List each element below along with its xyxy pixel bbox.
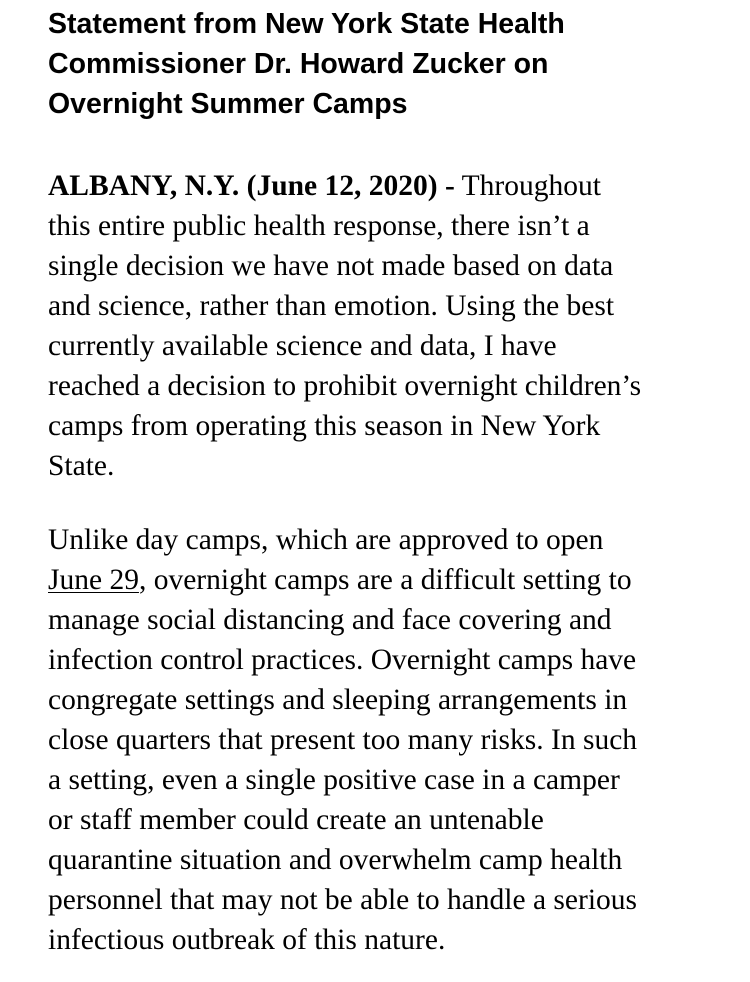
paragraph-text: Throughout xyxy=(454,170,601,202)
title-line: Statement from New York State Health xyxy=(48,8,565,40)
statement-title xyxy=(48,4,728,124)
paragraph-line: a setting, even a single positive case in a camper xyxy=(48,764,620,796)
paragraph-line: camps from operating this season in New York xyxy=(48,410,601,442)
paragraph-line: reached a decision to prohibit overnight children’s xyxy=(48,370,642,402)
paragraph-line: close quarters that present too many risks. In such xyxy=(48,724,638,756)
paragraph-line: currently available science and data, I have xyxy=(48,330,557,362)
paragraph-line: congregate settings and sleeping arrangements in xyxy=(48,684,628,716)
dateline: ALBANY, N.Y. (June 12, 2020) - xyxy=(48,170,455,202)
paragraph-line: personnel that may not be able to handle a serious xyxy=(48,884,638,916)
paragraph-text: , overnight camps are a difficult setting to xyxy=(138,564,632,596)
title-line: Commissioner Dr. Howard Zucker on xyxy=(48,48,549,80)
paragraph-line: manage social distancing and face covering and xyxy=(48,604,612,636)
paragraph-line: infection control practices. Overnight camps have xyxy=(48,644,637,676)
paragraph-line: State. xyxy=(48,450,115,482)
paragraph-line: and science, rather than emotion. Using the best xyxy=(48,290,615,322)
paragraph-line: Unlike day camps, which are approved to open xyxy=(48,524,604,556)
paragraph-line: this entire public health response, there isn’t a xyxy=(48,210,590,242)
paragraph-decision xyxy=(48,166,738,486)
paragraph-line: infectious outbreak of this nature. xyxy=(48,924,446,956)
paragraph-rationale xyxy=(48,520,738,960)
title-line: Overnight Summer Camps xyxy=(48,88,408,120)
paragraph-line: single decision we have not made based on data xyxy=(48,250,614,282)
paragraph-line xyxy=(48,166,738,206)
paragraph-line xyxy=(48,560,738,600)
date-link[interactable]: June 29 xyxy=(48,564,139,596)
paragraph-line: or staff member could create an untenable xyxy=(48,804,544,836)
paragraph-line: quarantine situation and overwhelm camp health xyxy=(48,844,623,876)
